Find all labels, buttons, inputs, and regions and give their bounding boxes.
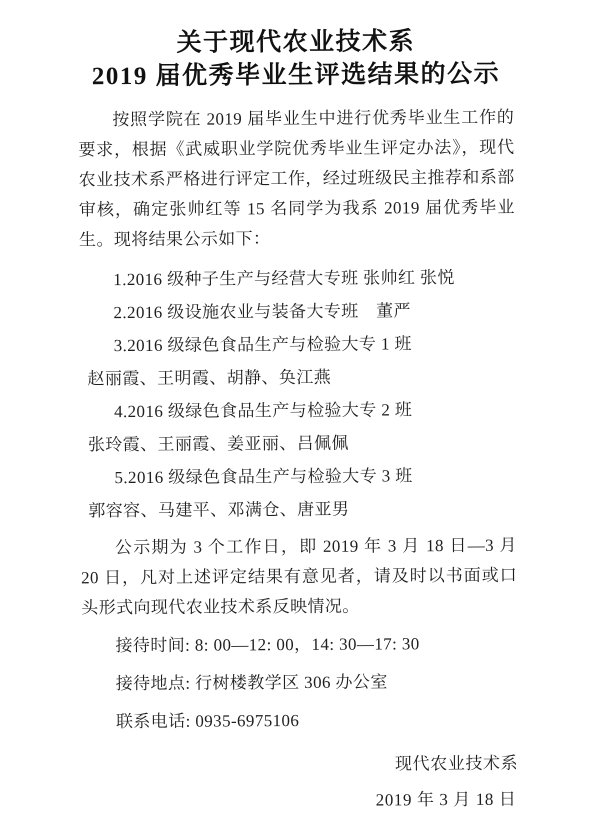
contact-info <box>81 629 518 738</box>
list-item-class-5: 5.2016 级绿色食品生产与检验大专 3 班 <box>114 466 413 488</box>
department-signature: 现代农业技术系 <box>394 753 519 774</box>
graduates-list <box>79 261 517 528</box>
contact-phone: 联系电话: 0935-6975106 <box>115 711 300 732</box>
signature-block <box>82 749 518 818</box>
list-item-names-4: 张玲霞、王丽霞、姜亚丽、吕佩佩 <box>87 433 349 455</box>
document-body <box>78 103 518 818</box>
contact-location: 接待地点: 行树楼教学区 306 办公室 <box>115 672 388 694</box>
notice-period-paragraph: 公示期为 3 个工作日，即 2019 年 3 月 18 日—3 月 20 日，凡对上述评定结果有意见者，请及时以书面或口头形式向现代农业技术系反映情况。 <box>81 535 518 618</box>
list-item-class-2: 2.2016 级设施农业与装备大专班 董严 <box>113 301 411 323</box>
document-date: 2019 年 3 月 18 日 <box>375 789 517 810</box>
intro-paragraph: 按照学院在 2019 届毕业生中进行优秀毕业生工作的要求，根据《武威职业学院优秀毕业生评定办法》，现代农业技术系严格进行评定工作，经过班级民主推荐和系部审核，确定张帅红等 15 名同学为我系 2019 届优秀毕业生。现将结果公示如下： <box>78 107 515 250</box>
title-line-2: 2019 届优秀毕业生评选结果的公示 <box>91 60 501 91</box>
list-item-names-5: 郭容容、马建平、邓满仓、唐亚男 <box>88 499 350 521</box>
document-title <box>78 25 514 94</box>
list-item-names-3: 赵丽霞、王明霞、胡静、奂江燕 <box>87 367 332 389</box>
list-item-class-4: 4.2016 级绿色食品生产与检验大专 2 班 <box>114 400 413 422</box>
list-item-class-1: 1.2016 级种子生产与经营大专班 张帅红 张悦 <box>113 268 455 290</box>
list-item-class-3: 3.2016 级绿色食品生产与检验大专 1 班 <box>113 334 412 356</box>
title-line-1: 关于现代农业技术系 <box>176 28 416 57</box>
contact-hours: 接待时间: 8: 00—12: 00，14: 30—17: 30 <box>115 634 420 656</box>
